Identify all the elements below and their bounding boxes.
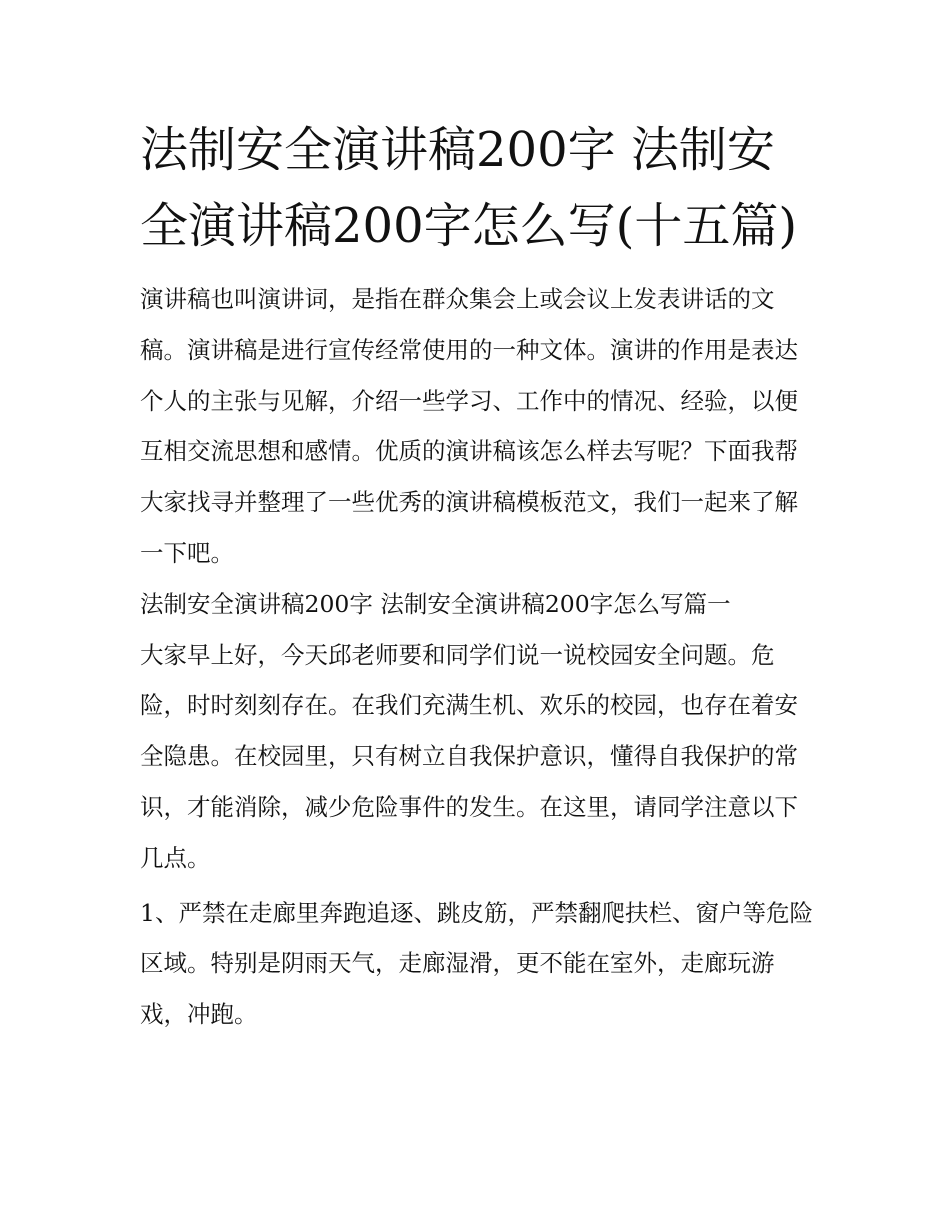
section-heading: 法制安全演讲稿200字 法制安全演讲稿200字怎么写篇一 bbox=[140, 589, 731, 618]
intro-paragraph: 演讲稿也叫演讲词，是指在群众集会上或会议上发表讲话的文稿。演讲稿是进行宣传经常使用的一种文体。演讲的作用是表达个人的主张与见解，介绍一些学习、工作中的情况、经验，以便互相交流思想和感情。优质的演讲稿该怎么样去写呢？下面我帮大家找寻并整理了一些优秀的演讲稿模板范文，我们一起来了解一下吧。 bbox=[140, 285, 798, 567]
document-page bbox=[140, 112, 815, 1040]
document-title: 法制安全演讲稿200字 法制安全演讲稿200字怎么写(十五篇) bbox=[140, 122, 798, 254]
body-paragraph: 大家早上好，今天邱老师要和同学们说一说校园安全问题。危险，时时刻刻存在。在我们充满生机、欢乐的校园，也存在着安全隐患。在校园里，只有树立自我保护意识，懂得自我保护的常识，才能消除，减少危险事件的发生。在这里，请同学注意以下几点。 bbox=[140, 640, 798, 872]
list-item: 1、严禁在走廊里奔跑追逐、跳皮筋，严禁翻爬扶栏、窗户等危险区域。特别是阴雨天气，走廊湿滑，更不能在室外，走廊玩游戏，冲跑。 bbox=[140, 898, 813, 1029]
